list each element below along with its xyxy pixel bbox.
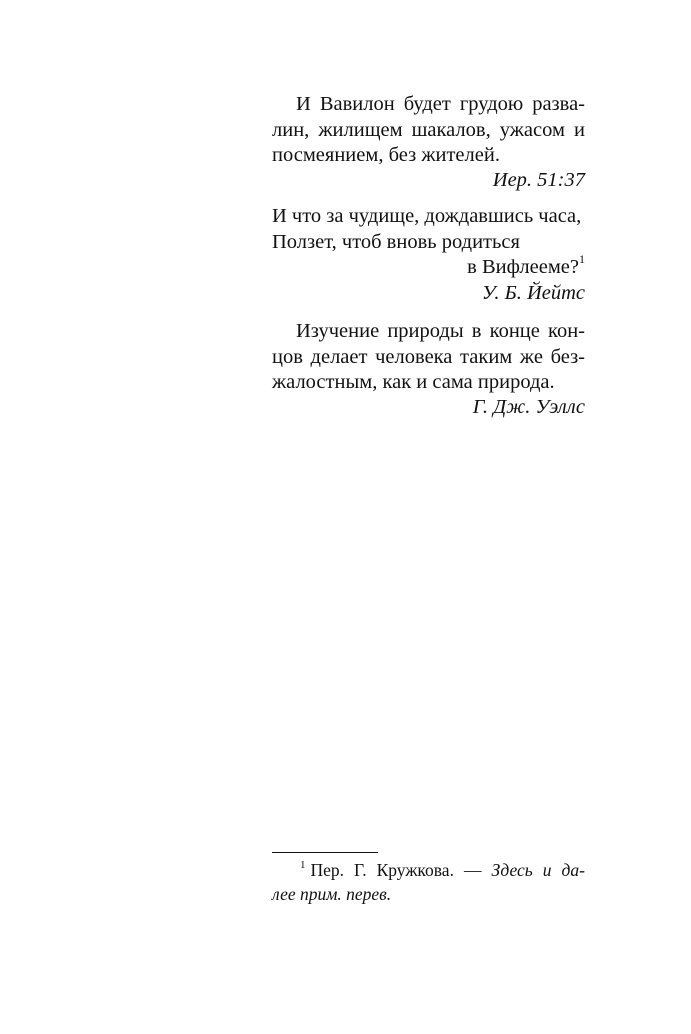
footnote [272,858,585,906]
epigraph-line: посмеянием, без жителей. [272,144,500,166]
epigraph-yeats [272,204,585,281]
footnote-mark: 1 [300,859,306,872]
footnote-italic-continuation: лее прим. перев. [272,884,392,904]
attribution-text: Г. Дж. Уэллс [472,396,585,418]
epigraph-wells [272,319,585,396]
epigraph-attribution-yeats [272,281,585,307]
epigraph-bible [272,92,585,169]
footnote-line [272,858,585,882]
verse-line: И что за чудище, дождавшись часа, [272,205,582,227]
attribution-text: У. Б. Йейтс [481,282,585,304]
attribution-text: Иер. 51:37 [492,169,585,191]
epigraph-attribution-wells [272,395,585,421]
epigraph-attribution-bible [272,168,585,194]
footnote-reference[interactable]: 1 [579,252,585,267]
epigraph-line: Изучение природы в конце кон- [296,320,585,342]
epigraph-line: жалостным, как и сама природа. [272,371,555,393]
epigraph-line: И Вавилон будет грудою разва- [296,93,585,115]
footnote-italic-text: Здесь и да- [491,860,585,880]
verse-line-text: в Вифлееме? [467,256,579,278]
verse-line: Ползет, чтоб вновь родиться [272,230,520,253]
verse-line-indented [272,252,585,281]
footnote-text: Пер. Г. Кружкова. — [310,860,482,880]
footnote-divider [272,852,378,853]
epigraph-line: лин, жилищем шакалов, ужасом и [272,118,585,141]
epigraph-line: цов делает человека таким же без- [272,345,585,368]
